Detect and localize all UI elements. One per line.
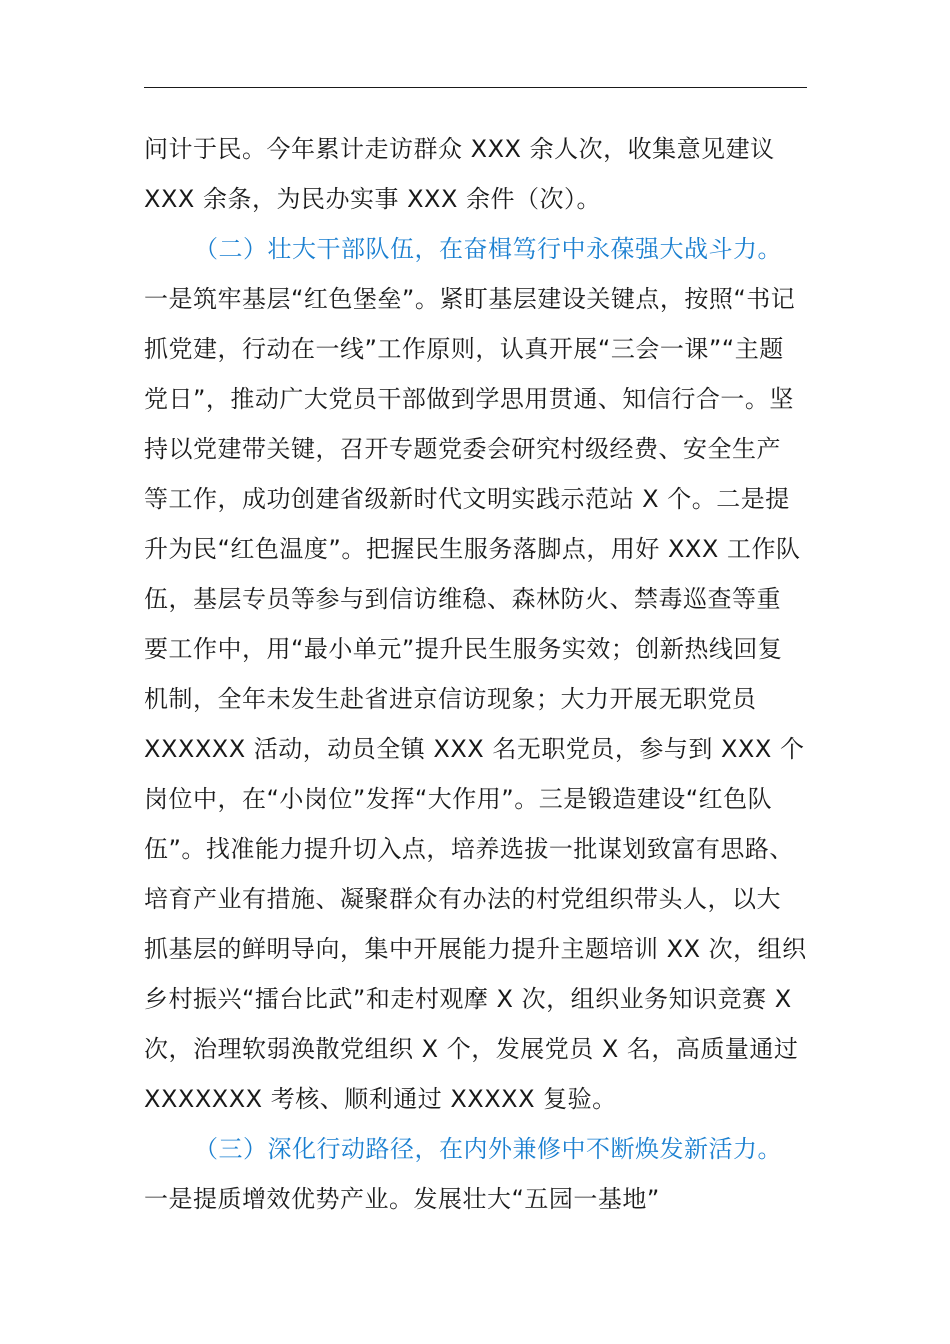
body-line: 伍，基层专员等参与到信访维稳、森林防火、禁毒巡查等重 — [144, 585, 781, 613]
body-line: 培育产业有措施、凝聚群众有办法的村党组织带头人，以大 — [144, 885, 781, 913]
section-heading: （三）深化行动路径，在内外兼修中不断焕发新活力。 — [194, 1135, 782, 1163]
body-line: 持以党建带关键，召开专题党委会研究村级经费、安全生产 — [144, 435, 781, 463]
body-line: 抓基层的鲜明导向，集中开展能力提升主题培训 XX 次，组织 — [144, 935, 807, 963]
body-line: 伍”。找准能力提升切入点，培养选拔一批谋划致富有思路、 — [144, 835, 794, 863]
body-line: XXXXXX 活动，动员全镇 XXX 名无职党员，参与到 XXX 个 — [144, 735, 805, 763]
body-line: 等工作，成功创建省级新时代文明实践示范站 X 个。二是提 — [144, 485, 790, 513]
body-line: 党日”，推动广大党员干部做到学思用贯通、知信行合一。坚 — [144, 385, 794, 413]
body-line: 要工作中，用“最小单元”提升民生服务实效；创新热线回复 — [144, 635, 783, 663]
body-line: 次，治理软弱涣散党组织 X 个，发展党员 X 名，高质量通过 — [144, 1035, 799, 1063]
body-line: 一是提质增效优势产业。发展壮大“五园一基地” — [144, 1185, 660, 1213]
body-line: 问计于民。今年累计走访群众 XXX 余人次，收集意见建议 — [144, 135, 775, 163]
body-line: 乡村振兴“擂台比武”和走村观摩 X 次，组织业务知识竞赛 X — [144, 985, 792, 1013]
section-heading: （二）壮大干部队伍，在奋楫笃行中永葆强大战斗力。 — [194, 235, 782, 263]
header-rule — [144, 87, 807, 88]
body-line: 一是筑牢基层“红色堡垒”。紧盯基层建设关键点，按照“书记 — [144, 285, 796, 313]
body-line: 岗位中，在“小岗位”发挥“大作用”。三是锻造建设“红色队 — [144, 785, 773, 813]
body-line: XXX 余条，为民办实事 XXX 余件（次）。 — [144, 185, 602, 213]
body-line: 抓党建，行动在一线”工作原则，认真开展“三会一课”“主题 — [144, 335, 784, 363]
body-line: XXXXXXX 考核、顺利通过 XXXXX 复验。 — [144, 1085, 617, 1113]
body-line: 机制，全年未发生赴省进京信访现象；大力开展无职党员 — [144, 685, 757, 713]
body-line: 升为民“红色温度”。把握民生服务落脚点，用好 XXX 工作队 — [144, 535, 801, 563]
